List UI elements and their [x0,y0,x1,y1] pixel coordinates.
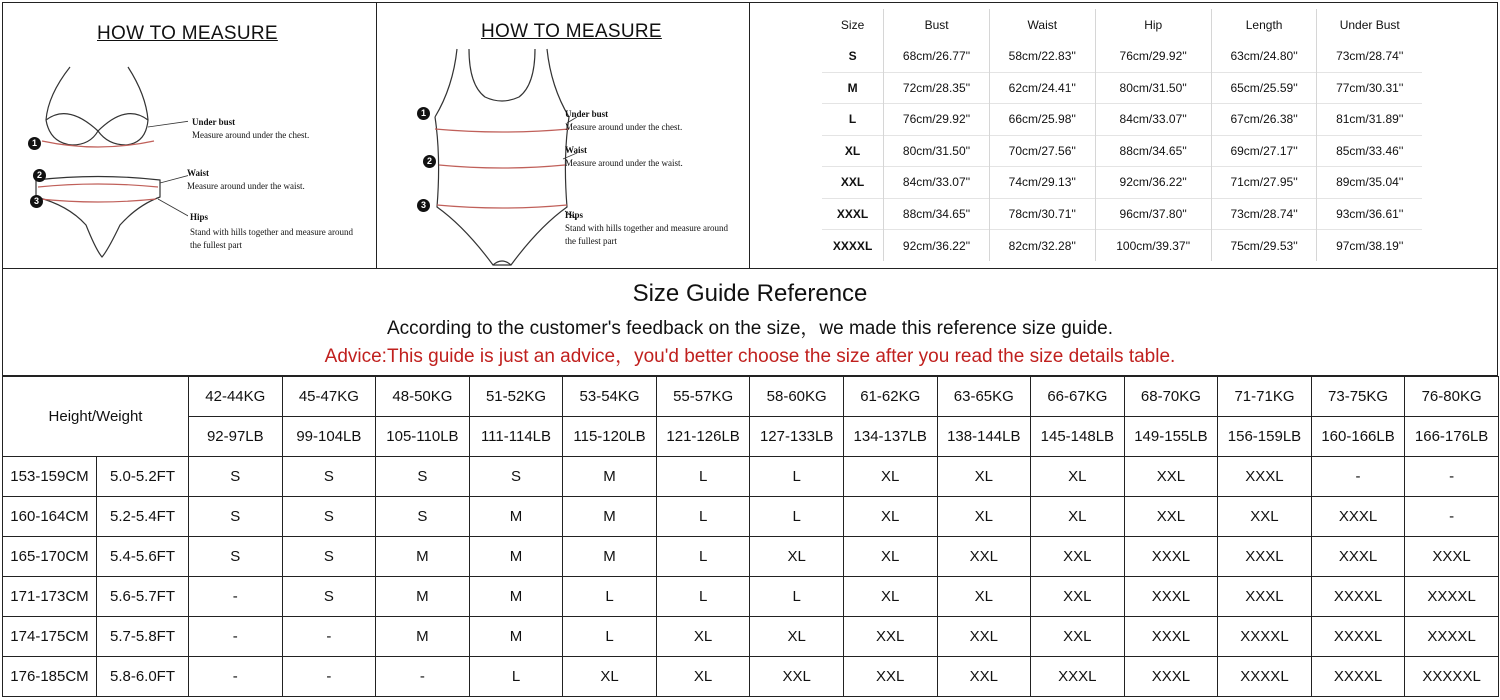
measure-value-cell: 68cm/26.77'' [884,41,990,73]
weight-kg-header: 53-54KG [563,377,657,417]
measure-value-cell: 80cm/31.50'' [884,135,990,167]
hips-label: Hips [190,212,209,222]
measure-value-cell: 67cm/26.38'' [1211,104,1317,136]
recommended-size-cell: XL [843,537,937,577]
recommended-size-cell: M [469,497,563,537]
recommended-size-cell: S [189,497,283,537]
recommended-size-cell: XXXL [1311,497,1405,537]
measure-value-cell: 73cm/28.74'' [1317,41,1422,73]
weight-lb-header: 111-114LB [469,417,563,457]
weight-lb-row [3,417,1499,457]
recommended-size-cell: XXXXL [1218,617,1312,657]
onepiece-waist-desc: Measure around under the waist. [565,158,683,168]
weight-kg-header: 71-71KG [1218,377,1312,417]
measure-value-cell: 77cm/30.31'' [1317,72,1422,104]
recommended-size-cell: XXXL [1218,577,1312,617]
size-guide-description: According to the customer's feedback on the size，we made this reference size guide. [386,318,1113,339]
weight-kg-header: 61-62KG [843,377,937,417]
recommended-size-cell: S [189,457,283,497]
hips-desc: Stand with hills together and measure around the fullest part [190,227,353,250]
underbust-label: Under bust [192,117,236,127]
measure-value-cell: 84cm/33.07'' [1095,104,1211,136]
onepiece-waist-label: Waist [565,145,588,155]
recommended-size-cell: XL [937,577,1031,617]
onepiece-measure-panel [376,2,750,269]
height-cm-cell: 160-164CM [3,497,97,537]
measure-size-cell: XXXL [822,198,884,230]
recommended-size-cell: S [282,577,376,617]
bikini-measure-panel [2,2,377,269]
measure-value-cell: 72cm/28.35'' [884,72,990,104]
recommended-size-cell: XL [843,497,937,537]
weight-kg-row [3,377,1499,417]
recommended-size-cell: XXXXL [1311,657,1405,697]
onepiece-hips-desc: Stand with hills together and measure around the fullest part [565,223,728,246]
recommended-size-cell: XXXXL [1311,617,1405,657]
height-row [3,657,1499,697]
recommended-size-cell: M [376,577,470,617]
measure-value-cell: 78cm/30.71'' [989,198,1095,230]
height-ft-cell: 5.0-5.2FT [97,457,189,497]
recommended-size-cell: XXXXL [1311,577,1405,617]
onepiece-hips-label: Hips [565,210,584,220]
underbust-number-badge: 1 [28,137,41,150]
onepiece-figure-illustration [427,47,577,272]
recommended-size-cell: M [469,537,563,577]
recommended-size-cell: - [1405,457,1499,497]
recommended-size-cell: XL [1031,457,1125,497]
weight-lb-header: 115-120LB [563,417,657,457]
measure-value-cell: 75cm/29.53'' [1211,230,1317,262]
measure-value-cell: 81cm/31.89'' [1317,104,1422,136]
height-ft-cell: 5.2-5.4FT [97,497,189,537]
bikini-measure-title: HOW TO MEASURE [97,23,278,44]
measure-size-cell: XXXXL [822,230,884,262]
height-cm-cell: 174-175CM [3,617,97,657]
onepiece-measure-title: HOW TO MEASURE [481,21,662,42]
recommended-size-cell: XL [1031,497,1125,537]
height-row [3,617,1499,657]
recommended-size-cell: - [1311,457,1405,497]
recommended-size-cell: XXL [843,657,937,697]
recommended-size-cell: XXXL [1124,617,1218,657]
waist-number-badge: 2 [33,169,46,182]
recommended-size-cell: M [469,577,563,617]
weight-kg-header: 42-44KG [189,377,283,417]
recommended-size-cell: XL [937,457,1031,497]
recommended-size-cell: - [189,617,283,657]
recommended-size-cell: XXL [750,657,844,697]
measure-header-length: Length [1211,9,1317,41]
measure-value-cell: 73cm/28.74'' [1211,198,1317,230]
recommended-size-cell: L [750,577,844,617]
waist-desc: Measure around under the waist. [187,181,305,191]
measure-value-cell: 58cm/22.83'' [989,41,1095,73]
measure-value-cell: 93cm/36.61'' [1317,198,1422,230]
height-cm-cell: 176-185CM [3,657,97,697]
recommended-size-cell: S [469,457,563,497]
weight-kg-header: 66-67KG [1031,377,1125,417]
measure-value-cell: 92cm/36.22'' [884,230,990,262]
weight-lb-header: 149-155LB [1124,417,1218,457]
recommended-size-cell: S [376,457,470,497]
weight-lb-header: 160-166LB [1311,417,1405,457]
waist-label: Waist [187,168,210,178]
recommended-size-cell: M [563,457,657,497]
bikini-figure-illustration [28,65,188,265]
height-ft-cell: 5.7-5.8FT [97,617,189,657]
recommended-size-cell: XXL [1218,497,1312,537]
measure-value-cell: 62cm/24.41'' [989,72,1095,104]
measure-value-cell: 70cm/27.56'' [989,135,1095,167]
size-guide-advice: Advice:This guide is just an advice，you'd better choose the size after you read the size details table. [324,346,1176,367]
recommended-size-cell: XXXXL [1405,577,1499,617]
recommended-size-cell: - [1405,497,1499,537]
measure-value-cell: 76cm/29.92'' [1095,41,1211,73]
recommended-size-cell: XXXL [1124,657,1218,697]
recommended-size-cell: XXL [1124,497,1218,537]
measure-value-cell: 88cm/34.65'' [1095,135,1211,167]
recommended-size-cell: L [750,497,844,537]
recommended-size-cell: XXXL [1031,657,1125,697]
measure-row [822,72,1422,104]
height-weight-corner-label: Height/Weight [3,377,189,457]
measure-value-cell: 76cm/29.92'' [884,104,990,136]
recommended-size-cell: - [282,617,376,657]
recommended-size-cell: S [376,497,470,537]
measure-row [822,104,1422,136]
recommended-size-cell: - [189,577,283,617]
measure-row [822,230,1422,262]
size-guide-heading-area [2,268,1498,376]
recommended-size-cell: S [189,537,283,577]
recommended-size-cell: XXXXL [1218,657,1312,697]
height-ft-cell: 5.4-5.6FT [97,537,189,577]
recommended-size-cell: - [376,657,470,697]
height-row [3,577,1499,617]
onepiece-underbust-number-badge: 1 [417,107,430,120]
recommended-size-cell: XXL [937,617,1031,657]
recommended-size-cell: XXXL [1124,577,1218,617]
recommended-size-cell: XL [656,617,750,657]
recommended-size-cell: XL [656,657,750,697]
measure-value-cell: 82cm/32.28'' [989,230,1095,262]
recommended-size-cell: XXXL [1311,537,1405,577]
onepiece-waist-number-badge: 2 [423,155,436,168]
measure-row [822,167,1422,199]
weight-kg-header: 63-65KG [937,377,1031,417]
onepiece-underbust-label: Under bust [565,109,609,119]
height-cm-cell: 171-173CM [3,577,97,617]
measure-value-cell: 88cm/34.65'' [884,198,990,230]
weight-kg-header: 68-70KG [1124,377,1218,417]
measure-header-waist: Waist [989,9,1095,41]
recommended-size-cell: L [656,577,750,617]
height-ft-cell: 5.6-5.7FT [97,577,189,617]
recommended-size-cell: L [469,657,563,697]
recommended-size-cell: M [563,537,657,577]
measure-value-cell: 71cm/27.95'' [1211,167,1317,199]
recommended-size-cell: L [750,457,844,497]
recommended-size-cell: XL [563,657,657,697]
weight-lb-header: 92-97LB [189,417,283,457]
weight-kg-header: 73-75KG [1311,377,1405,417]
recommended-size-cell: XXXXL [1405,617,1499,657]
recommended-size-cell: XXL [937,537,1031,577]
recommended-size-cell: XXL [1031,577,1125,617]
measure-size-cell: L [822,104,884,136]
height-row [3,537,1499,577]
weight-kg-header: 51-52KG [469,377,563,417]
recommended-size-cell: S [282,537,376,577]
measure-row [822,135,1422,167]
recommended-size-cell: M [469,617,563,657]
recommended-size-cell: S [282,497,376,537]
recommended-size-cell: XL [843,577,937,617]
recommended-size-cell: - [189,657,283,697]
measure-header-size: Size [840,17,865,32]
weight-lb-header: 138-144LB [937,417,1031,457]
measure-value-cell: 92cm/36.22'' [1095,167,1211,199]
measure-value-cell: 80cm/31.50'' [1095,72,1211,104]
recommended-size-cell: XL [750,537,844,577]
measure-header-under-bust: Under Bust [1317,9,1422,41]
recommended-size-cell: XXL [843,617,937,657]
measure-value-cell: 69cm/27.17'' [1211,135,1317,167]
measure-size-cell: S [848,49,857,63]
recommended-size-cell: XXL [1031,617,1125,657]
weight-lb-header: 145-148LB [1031,417,1125,457]
height-row [3,497,1499,537]
recommended-size-cell: XXL [937,657,1031,697]
recommended-size-cell: XXXL [1405,537,1499,577]
recommended-size-cell: L [563,577,657,617]
weight-lb-header: 156-159LB [1218,417,1312,457]
measure-value-cell: 96cm/37.80'' [1095,198,1211,230]
recommended-size-cell: - [282,657,376,697]
onepiece-underbust-desc: Measure around under the chest. [565,122,683,132]
recommended-size-cell: XXXXXL [1405,657,1499,697]
recommended-size-cell: L [656,497,750,537]
measure-size-cell: XL [822,135,884,167]
recommended-size-cell: XXL [1031,537,1125,577]
measure-value-cell: 84cm/33.07'' [884,167,990,199]
measure-header-hip: Hip [1095,9,1211,41]
recommended-size-cell: XL [937,497,1031,537]
measure-value-cell: 74cm/29.13'' [989,167,1095,199]
measure-value-cell: 63cm/24.80'' [1211,41,1317,73]
measure-value-cell: 97cm/38.19'' [1317,230,1422,262]
hips-number-badge: 3 [30,195,43,208]
measure-header-row [822,9,1422,41]
weight-lb-header: 99-104LB [282,417,376,457]
height-ft-cell: 5.8-6.0FT [97,657,189,697]
size-measurement-panel [749,2,1498,269]
measure-value-cell: 85cm/33.46'' [1317,135,1422,167]
measure-size-cell: XXL [822,167,884,199]
recommended-size-cell: XL [843,457,937,497]
measure-row [822,198,1422,230]
recommended-size-cell: L [656,457,750,497]
recommended-size-cell: XXXL [1218,457,1312,497]
weight-kg-header: 58-60KG [750,377,844,417]
weight-kg-header: 45-47KG [282,377,376,417]
height-row [3,457,1499,497]
weight-kg-header: 55-57KG [656,377,750,417]
size-guide-title: Size Guide Reference [632,280,868,307]
measure-value-cell: 66cm/25.98'' [989,104,1095,136]
recommended-size-cell: L [563,617,657,657]
weight-lb-header: 127-133LB [750,417,844,457]
weight-kg-header: 48-50KG [376,377,470,417]
recommended-size-cell: XL [750,617,844,657]
recommended-size-cell: XXXL [1124,537,1218,577]
recommended-size-cell: XXXL [1218,537,1312,577]
recommended-size-cell: S [282,457,376,497]
measure-value-cell: 100cm/39.37'' [1095,230,1211,262]
recommended-size-cell: XXL [1124,457,1218,497]
height-cm-cell: 153-159CM [3,457,97,497]
recommended-size-cell: M [376,617,470,657]
measure-size-cell: M [822,72,884,104]
underbust-desc: Measure around under the chest. [192,130,310,140]
weight-lb-header: 166-176LB [1405,417,1499,457]
onepiece-hips-number-badge: 3 [417,199,430,212]
weight-lb-header: 134-137LB [843,417,937,457]
size-guide-table [2,376,1499,697]
weight-lb-header: 105-110LB [376,417,470,457]
weight-kg-header: 76-80KG [1405,377,1499,417]
measure-header-bust: Bust [884,9,990,41]
measure-value-cell: 65cm/25.59'' [1211,72,1317,104]
measure-value-cell: 89cm/35.04'' [1317,167,1422,199]
recommended-size-cell: L [656,537,750,577]
recommended-size-cell: M [563,497,657,537]
measure-row [822,41,1422,73]
weight-lb-header: 121-126LB [656,417,750,457]
height-cm-cell: 165-170CM [3,537,97,577]
size-measurement-table [822,9,1422,261]
recommended-size-cell: M [376,537,470,577]
